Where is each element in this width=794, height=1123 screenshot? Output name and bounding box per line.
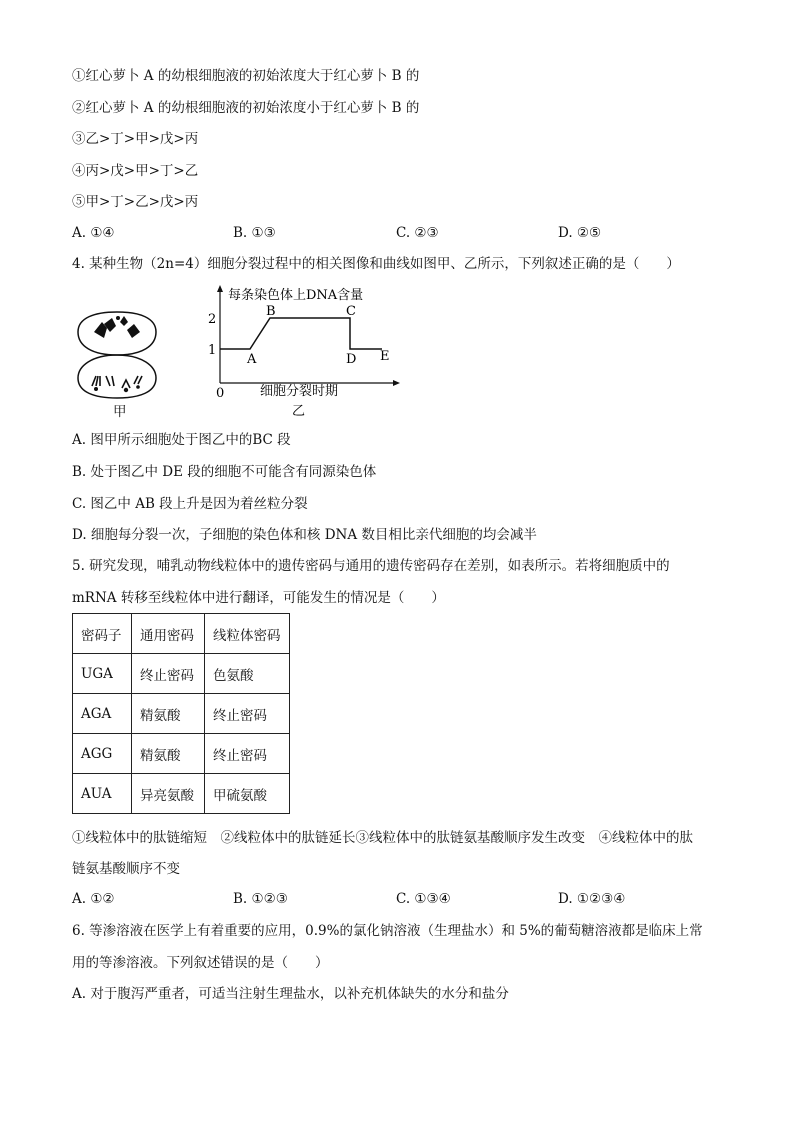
table-header-row <box>73 614 290 654</box>
q5-option-b: B. ①②③ <box>233 891 288 907</box>
dna-content-graph <box>200 283 410 418</box>
q3-statement-1: ①红心萝卜 A 的幼根细胞液的初始浓度大于红心萝卜 B 的 <box>72 68 420 84</box>
q4-stem: 4. 某种生物（2n=4）细胞分裂过程中的相关图像和曲线如图甲、乙所示，下列叙述正确的是（ ） <box>72 256 680 272</box>
table-header-cell: 密码子 <box>73 614 132 654</box>
q4-option-c: C. 图乙中 AB 段上升是因为着丝粒分裂 <box>72 496 308 512</box>
q5-stem-line-1: 5. 研究发现，哺乳动物线粒体中的遗传密码与通用的遗传密码存在差别，如表所示。若将细胞质中的 <box>72 558 670 574</box>
table-cell: 色氨酸 <box>205 654 290 694</box>
table-cell: 精氨酸 <box>132 734 205 774</box>
q5-option-c: C. ①③④ <box>396 891 451 907</box>
q5-statements-line-2: 链氨基酸顺序不变 <box>72 861 180 877</box>
dna-curve <box>220 318 382 349</box>
table-cell: 终止密码 <box>205 694 290 734</box>
q6-stem-line-2: 用的等渗溶液。下列叙述错误的是（ ） <box>72 955 329 971</box>
table-row <box>73 734 290 774</box>
point-a-label: A <box>247 352 257 367</box>
q3-option-c: C. ②③ <box>396 225 439 241</box>
figure-jia-caption: 甲 <box>113 404 127 420</box>
codon-table <box>72 613 290 814</box>
table-cell: 精氨酸 <box>132 694 205 734</box>
table-header-cell: 线粒体密码 <box>205 614 290 654</box>
q5-option-a: A. ①② <box>72 891 115 907</box>
q4-option-a: A. 图甲所示细胞处于图乙中的BC 段 <box>72 432 291 448</box>
table-cell: 甲硫氨酸 <box>205 774 290 814</box>
q4-option-b: B. 处于图乙中 DE 段的细胞不可能含有同源染色体 <box>72 464 377 480</box>
y-tick-1: 1 <box>208 343 217 358</box>
table-cell: AUA <box>73 774 132 814</box>
x-axis-label: 细胞分裂时期 <box>260 384 339 399</box>
q3-option-b: B. ①③ <box>233 225 276 241</box>
y-tick-2: 2 <box>208 312 217 327</box>
table-cell: 终止密码 <box>132 654 205 694</box>
q5-statements-line-1: ①线粒体中的肽链缩短 ②线粒体中的肽链延长③线粒体中的肽链氨基酸顺序发生改变 ④线粒体中的肽 <box>72 830 693 846</box>
q6-stem-line-1: 6. 等渗溶液在医学上有着重要的应用，0.9%的氯化钠溶液（生理盐水）和 5%的葡萄糖溶液都是临床上常 <box>72 923 703 939</box>
table-row <box>73 774 290 814</box>
q4-option-d: D. 细胞每分裂一次，子细胞的染色体和核 DNA 数目相比亲代细胞的均会减半 <box>72 527 537 543</box>
point-e-label: E <box>380 349 390 364</box>
table-row <box>73 654 290 694</box>
graph-caption: 乙 <box>292 404 306 418</box>
q5-stem-line-2: mRNA 转移至线粒体中进行翻译，可能发生的情况是（ ） <box>72 590 445 606</box>
table-cell: 终止密码 <box>205 734 290 774</box>
y-axis-label: 每条染色体上DNA含量 <box>228 288 364 303</box>
q3-option-d: D. ②⑤ <box>558 225 602 241</box>
q3-statement-3: ③乙>丁>甲>戊>丙 <box>72 131 199 147</box>
q3-statement-4: ④丙>戊>甲>丁>乙 <box>72 163 199 179</box>
q5-option-d: D. ①②③④ <box>558 891 626 907</box>
q6-option-a: A. 对于腹泻严重者，可适当注射生理盐水，以补充机体缺失的水分和盐分 <box>72 986 509 1002</box>
table-cell: 异亮氨酸 <box>132 774 205 814</box>
table-cell: AGA <box>73 694 132 734</box>
q3-option-a: A. ①④ <box>72 225 115 241</box>
point-d-label: D <box>346 352 357 367</box>
q3-statement-2: ②红心萝卜 A 的幼根细胞液的初始浓度小于红心萝卜 B 的 <box>72 100 420 116</box>
point-c-label: C <box>346 304 356 319</box>
table-cell: AGG <box>73 734 132 774</box>
table-row <box>73 694 290 734</box>
table-header-cell: 通用密码 <box>132 614 205 654</box>
point-b-label: B <box>266 304 276 319</box>
q3-statement-5: ⑤甲>丁>乙>戊>丙 <box>72 194 199 210</box>
table-cell: UGA <box>73 654 132 694</box>
origin-label: 0 <box>216 386 225 401</box>
